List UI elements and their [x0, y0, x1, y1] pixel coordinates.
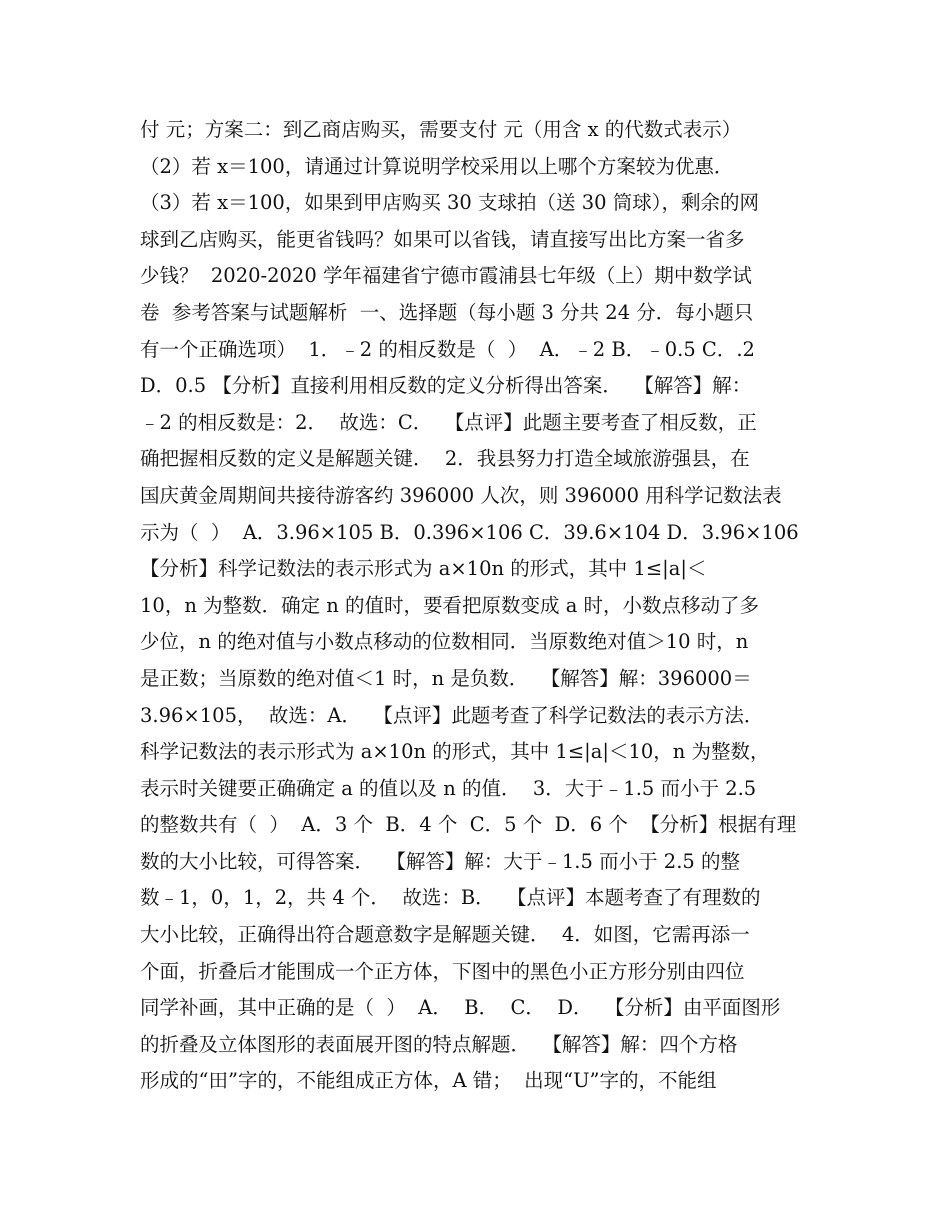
text-line: 【分析】科学记数法的表示形式为 a×10n 的形式，其中 1≤|a|＜ [140, 557, 707, 581]
text-line: 卷 参考答案与试题解析 一、选择题（每小题 3 分共 24 分．每小题只 [140, 300, 754, 324]
text-line: 国庆黄金周期间共接待游客约 396000 人次，则 396000 用科学记数法表 [140, 483, 782, 507]
text-line: 3.96×105， 故选：A． 【点评】此题考查了科学记数法的表示方法． [140, 703, 764, 727]
text-line: 个面，折叠后才能围成一个正方体，下图中的黑色小正方形分别由四位 [140, 959, 745, 983]
text-line: （3）若 x＝100，如果到甲店购买 30 支球拍（送 30 筒球），剩余的网 [140, 191, 759, 215]
text-line: 确把握相反数的定义是解题关键． 2．我县努力打造全域旅游强县，在 [140, 447, 750, 471]
text-line: 数﹣1，0，1，2，共 4 个． 故选：B． 【点评】本题考查了有理数的 [140, 886, 761, 910]
text-line: D．0.5 【分析】直接利用相反数的定义分析得出答案． 【解答】解： [140, 374, 752, 398]
text-line: 球到乙店购买，能更省钱吗？如果可以省钱，请直接写出比方案一省多 [140, 227, 745, 251]
text-line: 同学补画，其中正确的是（ ） A． B． C． D． 【分析】由平面图形 [140, 996, 781, 1020]
text-line: 形成的“田”字的，不能组成正方体，A 错； 出现“U”字的，不能组 [140, 1069, 717, 1093]
text-line: 示为（ ） A．3.96×105 B．0.396×106 C．39.6×104 D．3.96×106 [140, 520, 799, 544]
text-line: 10，n 为整数．确定 n 的值时，要看把原数变成 a 时，小数点移动了多 [140, 593, 760, 617]
text-line: 付 元；方案二：到乙商店购买，需要支付 元（用含 x 的代数式表示） [140, 118, 742, 141]
text-line: 少钱？ 2020-2020 学年福建省宁德市霞浦县七年级（上）期中数学试 [140, 264, 752, 288]
text-line: 表示时关键要正确确定 a 的值以及 n 的值． 3．大于﹣1.5 而小于 2.5 [140, 776, 757, 800]
text-line: 数的大小比较，可得答案． 【解答】解：大于﹣1.5 而小于 2.5 的整 [140, 849, 741, 873]
text-line: 少位，n 的绝对值与小数点移动的位数相同．当原数绝对值＞10 时，n [140, 630, 749, 654]
text-line: 的整数共有（ ） A．3 个 B．4 个 C．5 个 D．6 个 【分析】根据有理 [140, 813, 797, 837]
text-line: 有一个正确选项） 1．﹣2 的相反数是（ ） A．﹣2 B．﹣0.5 C．.2 [140, 337, 755, 361]
text-line: 科学记数法的表示形式为 a×10n 的形式，其中 1≤|a|＜10，n 为整数， [140, 740, 770, 764]
text-line: 大小比较，正确得出符合题意数字是解题关键． 4．如图，它需再添一 [140, 923, 750, 947]
text-line: ﹣2 的相反数是：2． 故选：C． 【点评】此题主要考查了相反数，正 [140, 410, 757, 434]
text-line: 是正数；当原数的绝对值＜1 时，n 是负数． 【解答】解：396000＝ [140, 666, 752, 690]
document-body [140, 112, 830, 1100]
text-line: （2）若 x＝100，请通过计算说明学校采用以上哪个方案较为优惠． [140, 154, 734, 178]
text-line: 的折叠及立体图形的表面展开图的特点解题． 【解答】解：四个方格 [140, 1032, 738, 1056]
